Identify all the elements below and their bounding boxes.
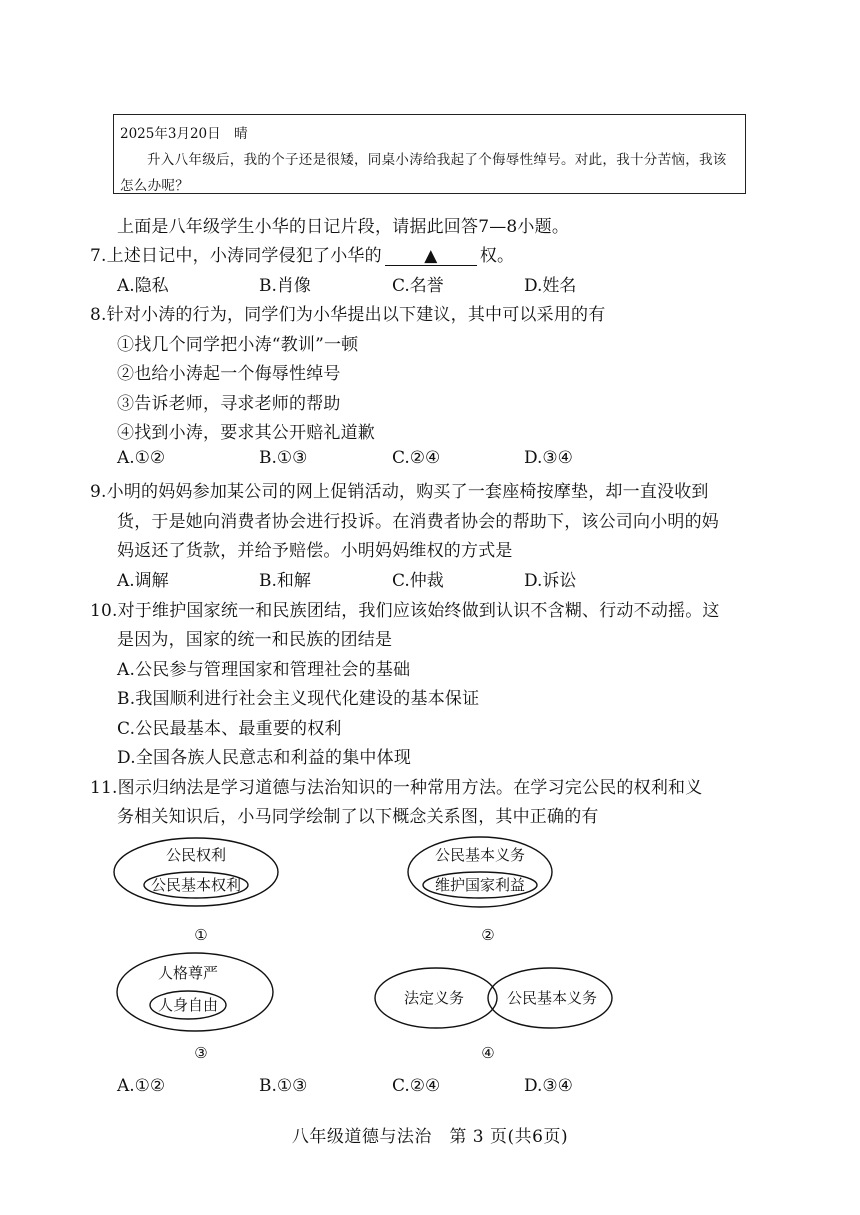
q10-option-b: B.我国顺利进行社会主义现代化建设的基本保证 [117, 689, 480, 709]
page-footer: 八年级道德与法治 第 3 页(共6页) [291, 1127, 569, 1147]
question-10-line-2: 是因为，国家的统一和民族的团结是 [117, 630, 393, 650]
q8-item-2: ②也给小涛起一个侮辱性绰号 [117, 364, 341, 384]
question-11-line-1: 11.图示归纳法是学习道德与法治知识的一种常用方法。在学习完公民的权利和义 [90, 778, 703, 798]
q7-option-d: D.姓名 [524, 276, 577, 296]
diagram-4-number: ④ [481, 1044, 495, 1062]
diagram-1-number: ① [194, 926, 208, 944]
q8-option-b: B.①③ [259, 448, 308, 468]
q11-option-c: C.②④ [392, 1076, 441, 1096]
question-9-line-1: 9.小明的妈妈参加某公司的网上促销活动，购买了一套座椅按摩垫，却一直没收到 [90, 482, 709, 502]
diagram-3-inner-label: 人身自由 [157, 996, 219, 1014]
diagram-4-left-label: 法定义务 [403, 989, 465, 1007]
diagram-3-number: ③ [194, 1044, 208, 1062]
diary-date: 2025年3月20日 晴 [120, 126, 248, 142]
q11-option-b: B.①③ [259, 1076, 308, 1096]
question-intro: 上面是八年级学生小华的日记片段，请据此回答7—8小题。 [117, 217, 570, 237]
question-7-stem-after: 权。 [479, 246, 515, 266]
q8-item-1: ①找几个同学把小涛“教训”一顿 [117, 335, 359, 355]
blank-marker: ▲ [424, 246, 438, 266]
diagram-3 [117, 953, 273, 1062]
q8-option-a: A.①② [117, 448, 166, 468]
q11-option-a: A.①② [117, 1076, 166, 1096]
diagram-1-inner-label: 公民基本权利 [150, 876, 242, 894]
diagram-4-right-label: 公民基本义务 [506, 989, 598, 1007]
diagram-1 [114, 838, 278, 944]
q7-option-b: B.肖像 [259, 276, 311, 296]
question-11-line-2: 务相关知识后，小马同学绘制了以下概念关系图，其中正确的有 [117, 807, 599, 827]
question-7-stem-before: 7.上述日记中，小涛同学侵犯了小华的 [90, 246, 382, 266]
diagram-2 [408, 837, 552, 944]
diagram-2-outer-label: 公民基本义务 [434, 846, 526, 864]
question-8-stem: 8.针对小涛的行为，同学们为小华提出以下建议，其中可以采用的有 [90, 305, 606, 325]
diagram-2-number: ② [481, 926, 495, 944]
q11-option-d: D.③④ [524, 1076, 573, 1096]
q8-item-3: ③告诉老师，寻求老师的帮助 [117, 394, 341, 414]
q10-option-a: A.公民参与管理国家和管理社会的基础 [117, 660, 411, 680]
q7-option-c: C.名誉 [392, 276, 444, 296]
question-9-line-3: 妈返还了货款，并给予赔偿。小明妈妈维权的方式是 [117, 541, 513, 561]
q8-option-c: C.②④ [392, 448, 441, 468]
question-9-line-2: 货，于是她向消费者协会进行投诉。在消费者协会的帮助下，该公司向小明的妈 [117, 512, 719, 532]
diary-text: 升入八年级后，我的个子还是很矮，同桌小涛给我起了个侮辱性绰号。对此，我十分苦恼，我该怎么办呢？ [120, 152, 727, 194]
question-10-line-1: 10.对于维护国家统一和民族团结，我们应该始终做到认识不含糊、行动不动摇。这 [90, 601, 720, 621]
q8-item-4: ④找到小涛，要求其公开赔礼道歉 [117, 423, 375, 443]
q9-option-d: D.诉讼 [524, 571, 577, 591]
diagram-3-outer-label: 人格尊严 [157, 964, 219, 982]
diagram-2-inner-label: 维护国家利益 [434, 876, 526, 894]
q7-option-a: A.隐私 [117, 276, 169, 296]
diagram-1-outer-label: 公民权利 [165, 846, 227, 864]
q9-option-b: B.和解 [259, 571, 311, 591]
q9-option-c: C.仲裁 [392, 571, 444, 591]
q8-option-d: D.③④ [524, 448, 573, 468]
q10-option-d: D.全国各族人民意志和利益的集中体现 [117, 748, 412, 768]
q9-option-a: A.调解 [117, 571, 169, 591]
q10-option-c: C.公民最基本、最重要的权利 [117, 719, 342, 739]
diagram-4 [375, 968, 612, 1062]
